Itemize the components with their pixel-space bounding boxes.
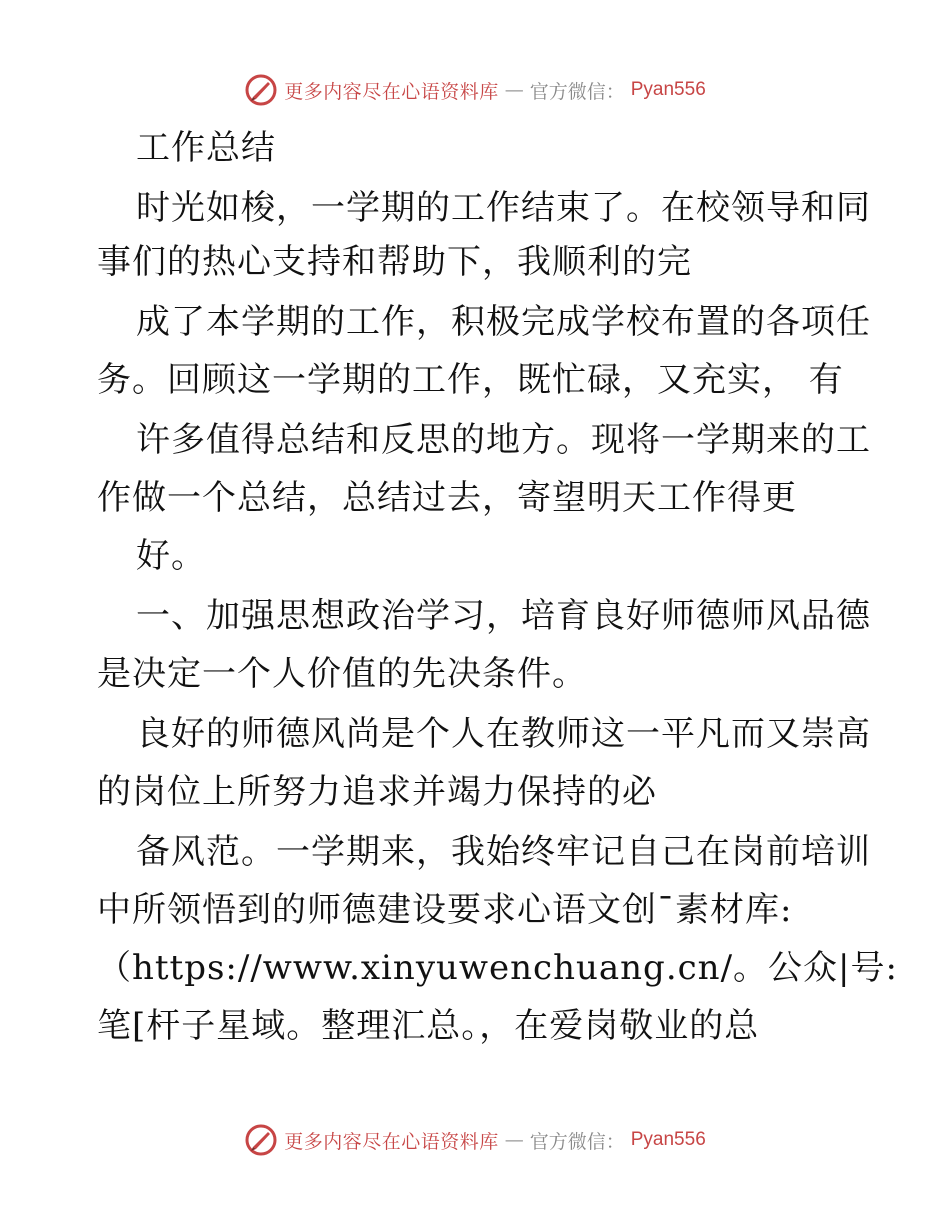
doc-line: 作做一个总结，总结过去，寄望明天工作得更: [97, 478, 797, 518]
watermark-dash: —: [504, 79, 524, 101]
doc-line: 是决定一个人价值的先决条件。: [97, 654, 587, 694]
quill-logo-icon: [244, 1123, 278, 1157]
doc-line: 事们的热心支持和帮助下，我顺利的完: [97, 242, 692, 282]
watermark-wechat-id: Pyan556: [630, 79, 706, 100]
doc-section-heading: 一、加强思想政治学习，培育良好师德师风品德: [136, 596, 871, 636]
doc-line: 好。: [136, 536, 206, 576]
watermark-wechat-label: 官方微信：: [529, 1130, 625, 1153]
doc-line: 时光如梭，一学期的工作结束了。在校领导和同: [136, 188, 871, 228]
footer-watermark-inner: [244, 1123, 706, 1157]
doc-line: 许多值得总结和反思的地方。现将一学期来的工: [136, 420, 871, 460]
doc-title: 工作总结: [136, 128, 276, 168]
doc-line: 的岗位上所努力追求并竭力保持的必: [97, 772, 657, 812]
doc-line: 笔[杆子星域。整理汇总。，在爱岗敬业的总: [97, 1006, 760, 1046]
watermark-wechat-label: 官方微信：: [529, 80, 625, 103]
watermark-dash: —: [504, 1129, 524, 1151]
watermark-site-text: 更多内容尽在心语资料库: [284, 80, 499, 103]
doc-line: 备风范。一学期来，我始终牢记自己在岗前培训: [136, 832, 871, 872]
doc-line: 中所领悟到的师德建设要求心语文创¯素材库:: [97, 890, 793, 930]
watermark-wechat-id: Pyan556: [630, 1129, 706, 1150]
doc-line: （https://www.xinyuwenchuang.cn/。公众|号:: [97, 948, 898, 988]
doc-line: 务。回顾这一学期的工作，既忙碌，又充实， 有: [97, 360, 844, 400]
watermark-site-text: 更多内容尽在心语资料库: [284, 1130, 499, 1153]
footer-watermark: [0, 1120, 950, 1160]
doc-line: 良好的师德风尚是个人在教师这一平凡而又崇高: [136, 714, 871, 754]
doc-line: 成了本学期的工作，积极完成学校布置的各项任: [136, 302, 871, 342]
